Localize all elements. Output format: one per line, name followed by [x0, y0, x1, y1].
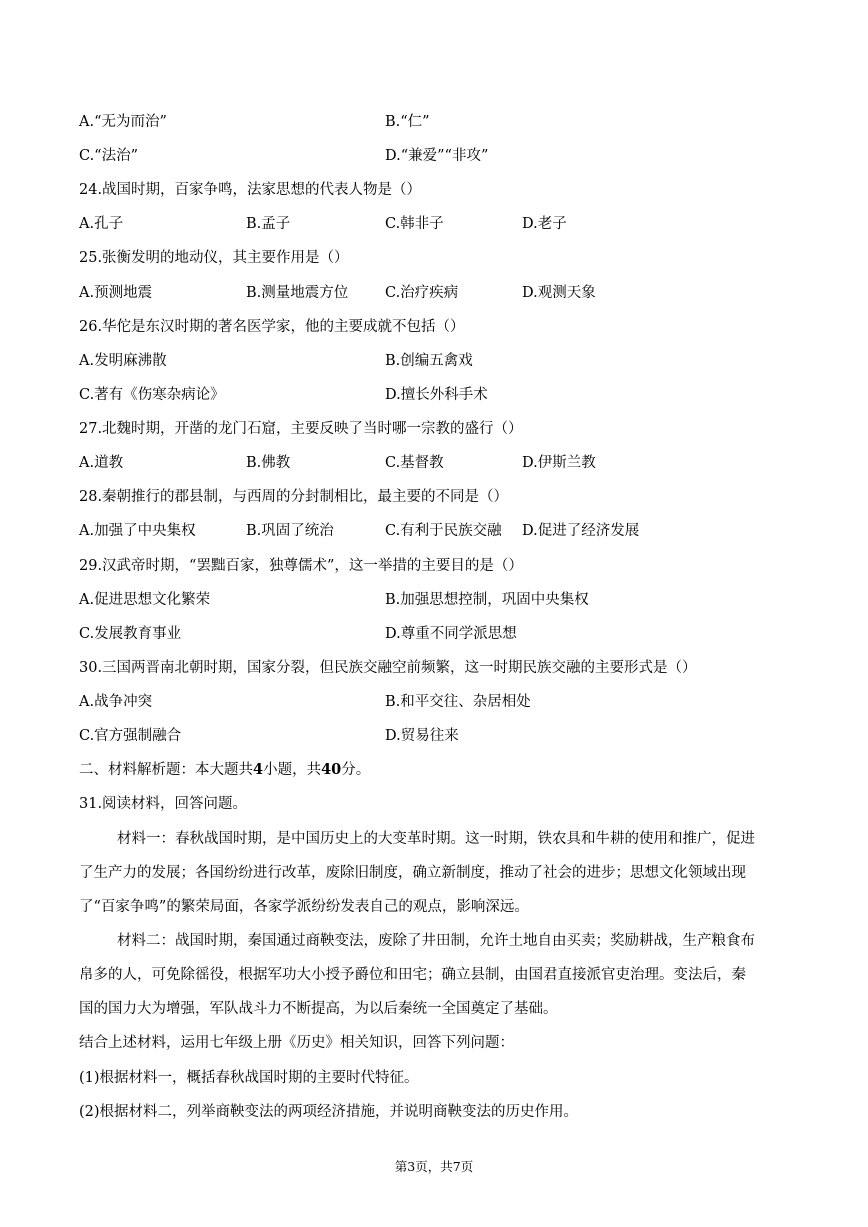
- q25-stem: 25.张衡发明的地动仪，其主要作用是（）: [79, 250, 349, 266]
- q29-option-a: A.促进思想文化繁荣: [79, 592, 211, 608]
- q26-stem: 26.华佗是东汉时期的著名医学家，他的主要成就不包括（）: [79, 319, 465, 335]
- q24-option-c: C.韩非子: [385, 216, 444, 232]
- section-heading: [79, 760, 370, 780]
- q30-option-d: D.贸易往来: [385, 728, 459, 744]
- section-heading-middle: 小题，共: [263, 762, 322, 778]
- q25-option-c: C.治疗疾病: [385, 285, 459, 301]
- q31-instruction: 结合上述材料，运用七年级上册《历史》相关知识，回答下列问题：: [79, 1035, 514, 1051]
- q25-option-a: A.预测地震: [79, 285, 153, 301]
- q29-option-b: B.加强思想控制，巩固中央集权: [385, 592, 589, 608]
- q28-stem: 28.秦朝推行的郡县制，与西周的分封制相比，最主要的不同是（）: [79, 489, 509, 505]
- q30-option-b: B.和平交往、杂居相处: [385, 694, 531, 710]
- section-total-score: 40: [321, 761, 342, 778]
- q30-option-a: A.战争冲突: [79, 694, 153, 710]
- q28-option-d: D.促进了经济发展: [522, 523, 640, 539]
- q26-option-b: B.创编五禽戏: [385, 353, 473, 369]
- q25-option-b: B.测量地震方位: [246, 285, 349, 301]
- q27-option-d: D.伊斯兰教: [522, 455, 596, 471]
- q23-option-d: D.“兼爱”“非攻”: [385, 148, 489, 164]
- section-heading-prefix: 二、材料解析题：本大题共: [79, 762, 253, 778]
- q27-stem: 27.北魏时期，开凿的龙门石窟，主要反映了当时哪一宗教的盛行（）: [79, 421, 523, 437]
- q24-option-d: D.老子: [522, 216, 567, 232]
- q24-stem: 24.战国时期，百家争鸣，法家思想的代表人物是（）: [79, 182, 422, 198]
- q28-option-c: C.有利于民族交融: [385, 523, 502, 539]
- q28-option-b: B.巩固了统治: [246, 523, 334, 539]
- section-heading-suffix: 分。: [341, 762, 371, 778]
- q28-option-a: A.加强了中央集权: [79, 523, 196, 539]
- q29-stem: 29.汉武帝时期，“罢黜百家，独尊儒术”，这一举措的主要目的是（）: [79, 558, 523, 574]
- material2-line: 帛多的人，可免除徭役，根据军功大小授予爵位和田宅；确立县制，由国君直接派官吏治理。变法后，秦: [79, 967, 746, 983]
- q26-option-a: A.发明麻沸散: [79, 353, 167, 369]
- material1-line: 了生产力的发展；各国纷纷进行改革，废除旧制度，确立新制度，推动了社会的进步；思想文化领域出现: [79, 865, 746, 881]
- q26-option-c: C.著有《伤寒杂病论》: [79, 387, 225, 403]
- q29-option-d: D.尊重不同学派思想: [385, 626, 517, 642]
- q23-option-a: A.“无为而治”: [79, 114, 167, 130]
- q25-option-d: D.观测天象: [522, 285, 596, 301]
- q27-option-b: B.佛教: [246, 455, 291, 471]
- page-footer: 第3页，共7页: [394, 1159, 474, 1174]
- q30-option-c: C.官方强制融合: [79, 728, 182, 744]
- q30-stem: 30.三国两晋南北朝时期，国家分裂，但民族交融空前频繁，这一时期民族交融的主要形式是（）: [79, 660, 697, 676]
- q24-option-a: A.孔子: [79, 216, 124, 232]
- q27-option-a: A.道教: [79, 455, 124, 471]
- q23-option-c: C.“法治”: [79, 148, 139, 164]
- q24-option-b: B.孟子: [246, 216, 291, 232]
- q31-subquestion-2: (2)根据材料二，列举商鞅变法的两项经济措施，并说明商鞅变法的历史作用。: [79, 1104, 579, 1120]
- section-question-count: 4: [253, 761, 264, 778]
- q31-stem: 31.阅读材料，回答问题。: [79, 796, 248, 812]
- material2-line: 材料二：战国时期，秦国通过商鞅变法，废除了井田制，允许土地自由买卖；奖励耕战，生产粮食布: [117, 933, 755, 949]
- q29-option-c: C.发展教育事业: [79, 626, 182, 642]
- q26-option-d: D.擅长外科手术: [385, 387, 488, 403]
- material1-line: 了“百家争鸣”的繁荣局面，各家学派纷纷发表自己的观点，影响深远。: [79, 899, 529, 915]
- q27-option-c: C.基督教: [385, 455, 444, 471]
- q23-option-b: B.“仁”: [385, 114, 430, 130]
- material2-line: 国的国力大为增强，军队战斗力不断提高，为以后秦统一全国奠定了基础。: [79, 1001, 558, 1017]
- material1-line: 材料一：春秋战国时期，是中国历史上的大变革时期。这一时期，铁农具和牛耕的使用和推广，促进: [117, 831, 755, 847]
- q31-subquestion-1: (1)根据材料一，概括春秋战国时期的主要时代特征。: [79, 1070, 419, 1086]
